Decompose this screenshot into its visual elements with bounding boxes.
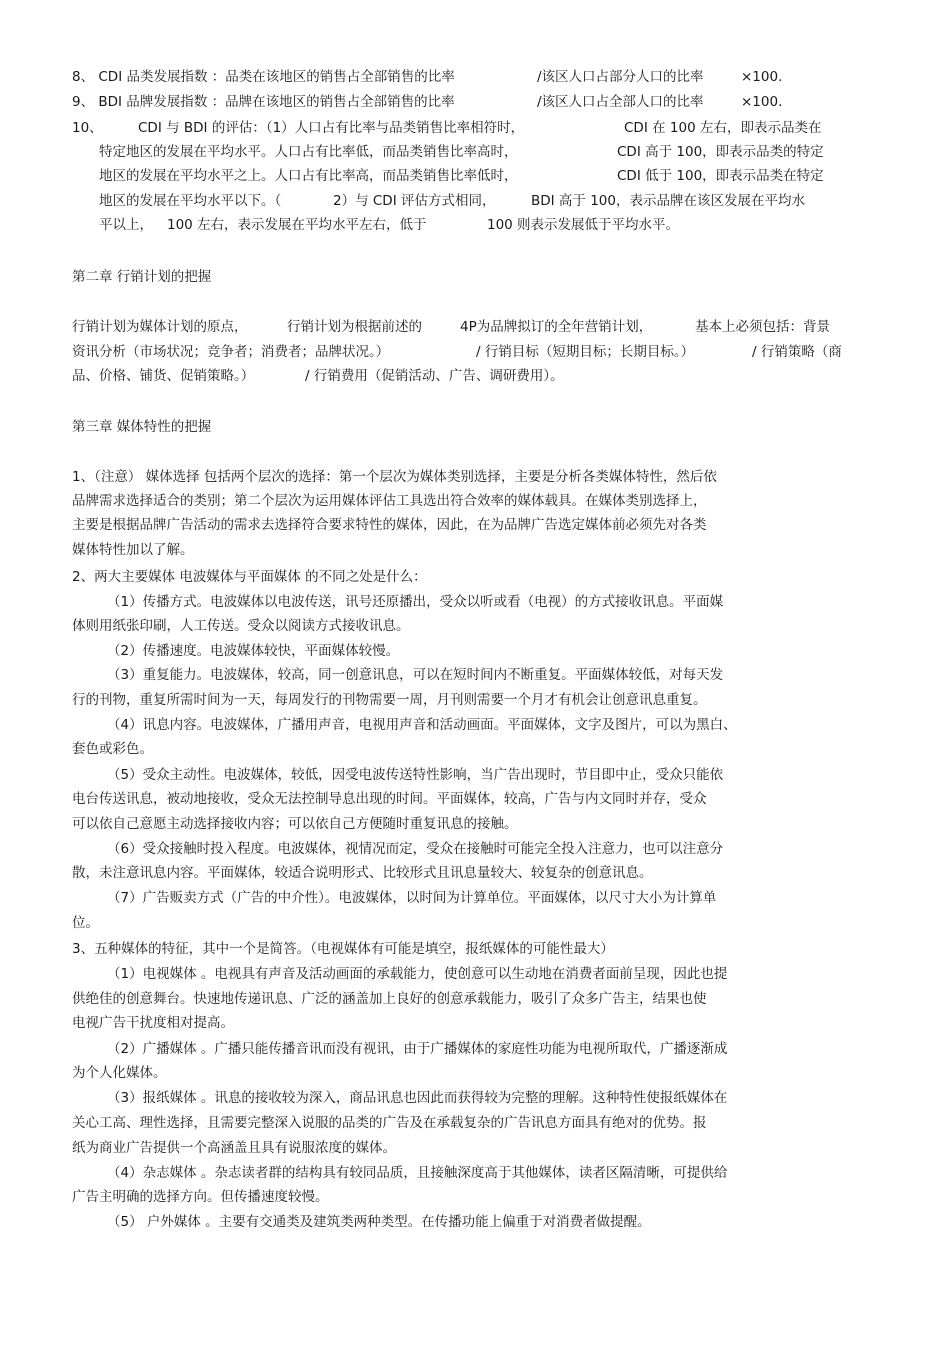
ch3-line: 1、（注意） 媒体选择 包括两个层次的选择：第一个层次为媒体类别选择，主要是分析各类媒体特性，然后依 bbox=[72, 469, 717, 485]
ch3-line: （6）受众接触时投入程度。电波媒体，视情况而定，受众在接触时可能完全投入注意力，也可以注意分 bbox=[107, 841, 724, 857]
item-10-line-3a: 地区的发展在平均水平之上。人口占有比率高，而品类销售比率低时， bbox=[99, 168, 518, 184]
item-10-line-5c: 100 则表示发展低于平均水平。 bbox=[487, 217, 680, 233]
ch2-line-1c: 4P为品牌拟订的全年营销计划， bbox=[460, 319, 653, 335]
item-9-text: 9、 BDI 品牌发展指数 ：品牌在该地区的销售占全部销售的比率 bbox=[72, 94, 455, 110]
ch3-line: 关心工高、理性选择，且需要完整深入说服的品类的广告及在承载复杂的广告讯息方面具有绝对的优势。报 bbox=[72, 1115, 707, 1131]
ch3-line: 套色或彩色。 bbox=[72, 741, 153, 757]
ch2-line-3b: / 行销费用（促销活动、广告、调研费用）。 bbox=[305, 368, 564, 384]
ch3-line: （1）电视媒体 。电视具有声音及活动画面的承载能力，使创意可以生动地在消费者面前呈现，因此也提 bbox=[107, 966, 728, 982]
item-9-multiplier: ×100. bbox=[741, 94, 783, 110]
item-10-line-5a: 平以上， bbox=[99, 217, 153, 233]
item-10-line-4c: BDI 高于 100，表示品牌在该区发展在平均水 bbox=[531, 193, 805, 209]
item-10-line-2a: 特定地区的发展在平均水平。人口占有比率低，而品类销售比率高时， bbox=[99, 144, 518, 160]
ch2-line-2b: / 行销目标（短期目标；长期目标。） bbox=[476, 344, 695, 360]
ch3-line: （2）传播速度。电波媒体较快，平面媒体较慢。 bbox=[107, 643, 400, 659]
ch3-line: 3、五种媒体的特征，其中一个是简答。（电视媒体有可能是填空，报纸媒体的可能性最大） bbox=[72, 941, 614, 957]
item-10-line-4a: 地区的发展在平均水平以下。（ bbox=[99, 193, 282, 209]
ch3-line: 电视广告干扰度相对提高。 bbox=[72, 1015, 234, 1031]
ch3-line: （1）传播方式。电波媒体以电波传送，讯号还原播出，受众以听或看（电视）的方式接收讯息。平面媒 bbox=[107, 594, 724, 610]
chapter-3-heading: 第三章 媒体特性的把握 bbox=[72, 419, 212, 435]
ch2-line-1d: 基本上必须包括：背景 bbox=[695, 319, 830, 335]
ch2-line-2a: 资讯分析（市场状况；竞争者；消费者；品牌状况。） bbox=[72, 344, 390, 360]
ch3-line: 可以依自己意愿主动选择接收内容；可以依自己方便随时重复讯息的接触。 bbox=[72, 816, 518, 832]
ch3-line: 品牌需求选择适合的类别；第二个层次为运用媒体评估工具选出符合效率的媒体载具。在媒体类别选择上， bbox=[72, 493, 707, 509]
ch3-line: （3）重复能力。电波媒体，较高，同一创意讯息，可以在短时间内不断重复。平面媒体较低，对每天发 bbox=[107, 667, 724, 683]
ch2-line-2c: / 行销策略（商 bbox=[752, 344, 842, 360]
ch3-line: （3）报纸媒体 。讯息的接收较为深入，商品讯息也因此而获得较为完整的理解。这种特性使报纸媒体在 bbox=[107, 1090, 728, 1106]
item-10-line-1b: CDI 在 100 左右，即表示品类在 bbox=[624, 120, 822, 136]
ch3-line: 电台传送讯息，被动地接收，受众无法控制导息出现的时间。平面媒体，较高，广告与内文同时并存，受众 bbox=[72, 791, 707, 807]
ch3-line: 2、两大主要媒体 电波媒体与平面媒体 的不同之处是什么： bbox=[72, 569, 427, 585]
ch3-line: 为个人化媒体。 bbox=[72, 1065, 167, 1081]
item-10-line-5b: 100 左右，表示发展在平均水平左右，低于 bbox=[167, 217, 427, 233]
ch3-line: （5） 户外媒体 。主要有交通类及建筑类两种类型。在传播功能上偏重于对消费者做提醒。 bbox=[107, 1214, 651, 1230]
ch3-line: 供绝佳的创意舞台。快速地传递讯息、广泛的涵盖加上良好的创意承载能力，吸引了众多广告主，结果也使 bbox=[72, 991, 707, 1007]
item-8-text: 8、 CDI 品类发展指数 ：品类在该地区的销售占全部销售的比率 bbox=[72, 69, 455, 85]
item-10-line-4b: 2）与 CDI 评估方式相同， bbox=[333, 193, 496, 209]
item-8-ratio: /该区人口占部分人口的比率 bbox=[537, 69, 704, 85]
ch3-line: 媒体特性加以了解。 bbox=[72, 542, 194, 558]
ch2-line-3a: 品、价格、铺货、促销策略。） bbox=[72, 368, 255, 384]
ch3-line: 主要是根据品牌广告活动的需求去选择符合要求特性的媒体，因此，在为品牌广告选定媒体前必须先对各类 bbox=[72, 517, 707, 533]
ch3-line: 行的刊物，重复所需时间为一天，每周发行的刊物需要一周，月刊则需要一个月才有机会让创意讯息重复。 bbox=[72, 692, 707, 708]
ch3-line: （7）广告贩卖方式（广告的中介性）。电波媒体，以时间为计算单位。平面媒体，以尺寸大小为计算单 bbox=[107, 890, 717, 906]
item-10-line-2b: CDI 高于 100，即表示品类的特定 bbox=[617, 144, 824, 160]
item-8-multiplier: ×100. bbox=[741, 69, 783, 85]
ch3-line: （4）讯息内容。电波媒体，广播用声音，电视用声音和活动画面。平面媒体，文字及图片，可以为黑白、 bbox=[107, 717, 737, 733]
item-10-line-1a: CDI 与 BDI 的评估：（1）人口占有比率与品类销售比率相符时， bbox=[138, 120, 525, 136]
ch3-line: 广告主明确的选择方向。但传播速度较慢。 bbox=[72, 1189, 329, 1205]
ch2-line-1a: 行销计划为媒体计划的原点， bbox=[72, 319, 248, 335]
chapter-2-heading: 第二章 行销计划的把握 bbox=[72, 269, 212, 285]
item-9-ratio: /该区人口占全部人口的比率 bbox=[537, 94, 704, 110]
ch3-line: 体则用纸张印刷，人工传送。受众以阅读方式接收讯息。 bbox=[72, 618, 410, 634]
item-10-number: 10、 bbox=[72, 120, 103, 136]
ch3-line: 纸为商业广告提供一个高涵盖且具有说服浓度的媒体。 bbox=[72, 1140, 396, 1156]
ch3-line: （5）受众主动性。电波媒体，较低，因受电波传送特性影响，当广告出现时，节目即中止，受众只能依 bbox=[107, 767, 724, 783]
ch3-line: （2）广播媒体 。广播只能传播音讯而没有视讯，由于广播媒体的家庭性功能为电视所取代，广播逐渐成 bbox=[107, 1041, 728, 1057]
item-10-line-3b: CDI 低于 100，即表示品类在特定 bbox=[617, 168, 824, 184]
ch3-line: 散，未注意讯息内容。平面媒体，较适合说明形式、比较形式且讯息量较大、较复杂的创意讯息。 bbox=[72, 865, 653, 881]
ch3-line: 位。 bbox=[72, 915, 99, 931]
ch3-line: （4）杂志媒体 。杂志读者群的结构具有较同品质，且接触深度高于其他媒体，读者区隔清晰，可提供给 bbox=[107, 1165, 728, 1181]
ch2-line-1b: 行销计划为根据前述的 bbox=[287, 319, 422, 335]
